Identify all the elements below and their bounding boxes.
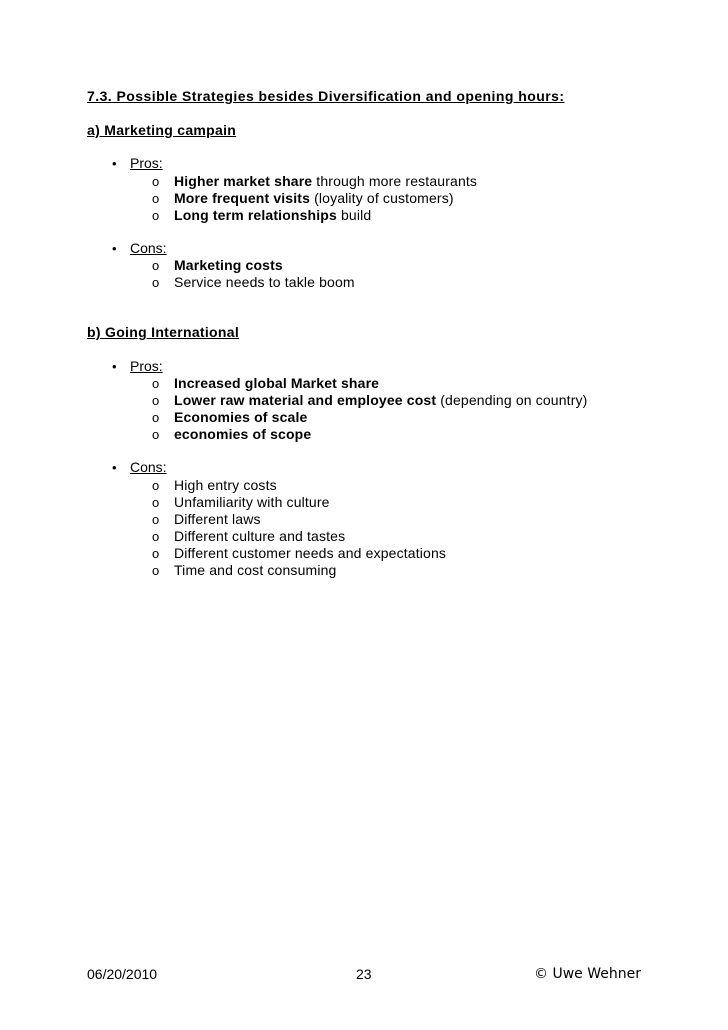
footer-copyright: © Uwe Wehner — [534, 966, 641, 982]
list-item — [152, 257, 355, 274]
item-emphasis: Increased global Market share — [174, 375, 380, 391]
list-item — [152, 375, 588, 392]
page-title: 7.3. Possible Strategies besides Diversification and opening hours: — [87, 88, 565, 104]
circle-bullet-icon: o — [152, 563, 160, 578]
list-item — [152, 190, 477, 207]
group-label-pros — [112, 155, 163, 171]
item-text: Service needs to takle boom — [174, 274, 355, 290]
bullet-icon: • — [112, 459, 117, 475]
item-emphasis: Long term relationships — [174, 207, 337, 223]
bullet-list — [152, 173, 477, 224]
item-emphasis: More frequent visits — [174, 190, 311, 206]
list-item — [152, 409, 588, 426]
list-item — [152, 207, 477, 224]
group-label-text: Cons: — [130, 240, 167, 256]
page-number: 23 — [356, 966, 372, 982]
section-heading-international: b) Going International — [87, 324, 240, 340]
item-text: build — [336, 207, 372, 223]
circle-bullet-icon: o — [152, 478, 160, 493]
group-label-pros — [112, 358, 163, 374]
circle-bullet-icon: o — [152, 258, 160, 273]
bullet-list — [152, 477, 446, 579]
list-item — [152, 511, 446, 528]
circle-bullet-icon: o — [152, 495, 160, 510]
list-item — [152, 545, 446, 562]
bullet-list — [152, 375, 588, 443]
item-text: (depending on country) — [436, 392, 588, 408]
circle-bullet-icon: o — [152, 393, 160, 408]
section-heading-marketing: a) Marketing campain — [87, 122, 237, 138]
item-text: Different laws — [174, 511, 261, 527]
item-emphasis: Economies of scale — [174, 409, 308, 425]
group-label-cons — [112, 459, 167, 475]
list-item — [152, 274, 355, 291]
list-item — [152, 562, 446, 579]
circle-bullet-icon: o — [152, 208, 160, 223]
item-text: Different customer needs and expectations — [174, 545, 447, 561]
page-footer — [87, 966, 641, 986]
bullet-icon: • — [112, 358, 117, 374]
group-label-text: Pros: — [130, 155, 163, 171]
circle-bullet-icon: o — [152, 529, 160, 544]
item-emphasis: Marketing costs — [174, 257, 283, 273]
bullet-icon: • — [112, 240, 117, 256]
item-text: Unfamiliarity with culture — [174, 494, 330, 510]
bullet-list — [152, 257, 355, 291]
circle-bullet-icon: o — [152, 174, 160, 189]
circle-bullet-icon: o — [152, 512, 160, 527]
item-emphasis: economies of scope — [174, 426, 312, 442]
item-emphasis: Lower raw material and employee cost — [174, 392, 437, 408]
list-item — [152, 173, 477, 190]
circle-bullet-icon: o — [152, 410, 160, 425]
group-label-text: Pros: — [130, 358, 163, 374]
list-item — [152, 426, 588, 443]
item-text: through more restaurants — [312, 173, 478, 189]
list-item — [152, 528, 446, 545]
circle-bullet-icon: o — [152, 546, 160, 561]
bullet-icon: • — [112, 155, 117, 171]
group-label-text: Cons: — [130, 459, 167, 475]
circle-bullet-icon: o — [152, 275, 160, 290]
circle-bullet-icon: o — [152, 427, 160, 442]
item-text: (loyality of customers) — [310, 190, 454, 206]
circle-bullet-icon: o — [152, 191, 160, 206]
item-text: Time and cost consuming — [174, 562, 337, 578]
item-emphasis: Higher market share — [174, 173, 313, 189]
list-item — [152, 477, 446, 494]
list-item — [152, 494, 446, 511]
circle-bullet-icon: o — [152, 376, 160, 391]
list-item — [152, 392, 588, 409]
item-text: Different culture and tastes — [174, 528, 346, 544]
footer-date: 06/20/2010 — [87, 966, 158, 982]
item-text: High entry costs — [174, 477, 277, 493]
group-label-cons — [112, 240, 167, 256]
